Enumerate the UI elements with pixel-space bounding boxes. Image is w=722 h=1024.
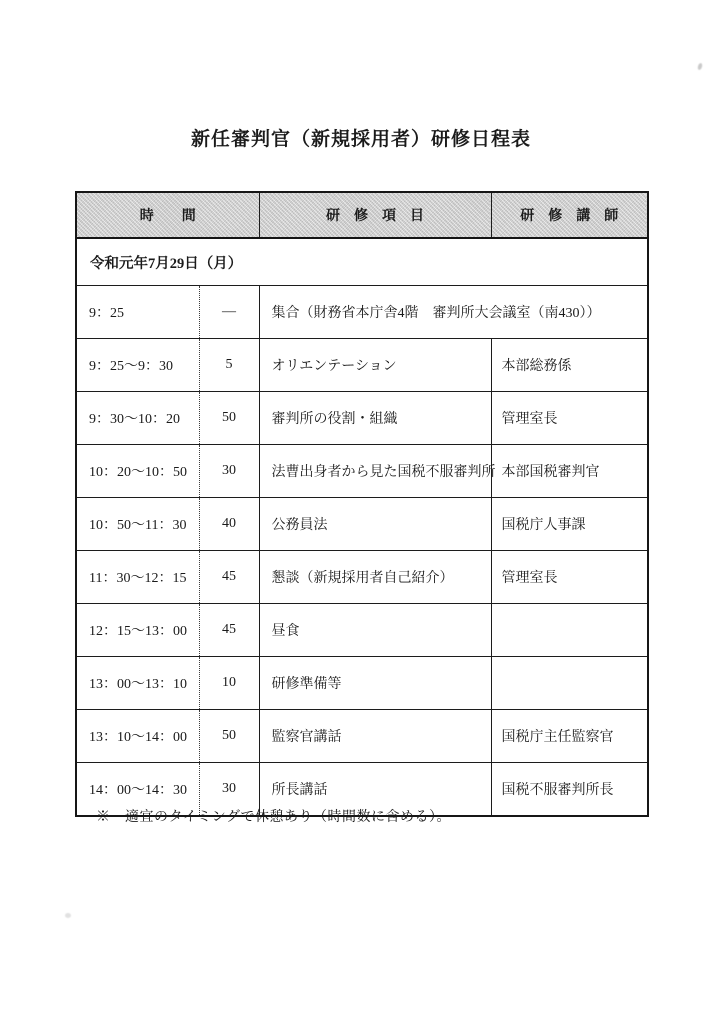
duration-cell: 45 xyxy=(199,604,259,657)
time-cell: 13：00～13：10 xyxy=(76,657,199,710)
page-title: 新任審判官（新規採用者）研修日程表 xyxy=(190,129,531,150)
instructor-cell: 本部国税審判官 xyxy=(491,445,648,498)
header-instructor: 研 修 講 師 xyxy=(491,192,648,238)
instructor-cell xyxy=(491,604,648,657)
item-cell: 所長講話 xyxy=(259,763,491,817)
time-cell: 9：25～9：30 xyxy=(76,339,199,392)
item-cell: 法曹出身者から見た国税不服審判所 xyxy=(259,445,491,498)
instructor-cell: 国税不服審判所長 xyxy=(491,763,648,817)
item-cell: 研修準備等 xyxy=(259,657,491,710)
time-cell: 14：00～14：30 xyxy=(76,763,199,817)
duration-cell: 40 xyxy=(199,498,259,551)
schedule-row xyxy=(76,498,648,551)
item-cell: 公務員法 xyxy=(259,498,491,551)
duration-cell: 45 xyxy=(199,551,259,604)
duration-cell: 50 xyxy=(199,392,259,445)
item-cell: 昼食 xyxy=(259,604,491,657)
header-row xyxy=(76,192,648,238)
schedule-row xyxy=(76,657,648,710)
instructor-cell: 管理室長 xyxy=(491,392,648,445)
scan-artifact xyxy=(697,63,703,71)
schedule-row xyxy=(76,604,648,657)
instructor-cell: 国税庁主任監察官 xyxy=(491,710,648,763)
instructor-cell: 本部総務係 xyxy=(491,339,648,392)
schedule-row xyxy=(76,445,648,498)
instructor-cell: 国税庁人事課 xyxy=(491,498,648,551)
instructor-cell: 管理室長 xyxy=(491,551,648,604)
instructor-cell xyxy=(491,657,648,710)
item-cell: オリエンテーション xyxy=(259,339,491,392)
time-cell: 11：30～12：15 xyxy=(76,551,199,604)
duration-cell: 30 xyxy=(199,445,259,498)
item-cell: 懇談（新規採用者自己紹介） xyxy=(259,551,491,604)
time-cell: 10：20～10：50 xyxy=(76,445,199,498)
duration-cell: 5 xyxy=(199,339,259,392)
item-cell: 審判所の役割・組織 xyxy=(259,392,491,445)
time-cell: 10：50～11：30 xyxy=(76,498,199,551)
duration-cell: 50 xyxy=(199,710,259,763)
duration-cell: ― xyxy=(199,286,259,339)
time-cell: 12：15～13：00 xyxy=(76,604,199,657)
header-time: 時 間 xyxy=(76,192,259,238)
schedule-row xyxy=(76,710,648,763)
duration-cell: 30 xyxy=(199,763,259,817)
schedule-row xyxy=(76,551,648,604)
duration-cell: 10 xyxy=(199,657,259,710)
date-row xyxy=(76,238,648,286)
schedule-row xyxy=(76,339,648,392)
header-item: 研 修 項 目 xyxy=(259,192,491,238)
schedule-table xyxy=(75,191,649,817)
time-cell: 13：10～14：00 xyxy=(76,710,199,763)
footnote: ※ 適宜のタイミングで休憩あり（時間数に含める）。 xyxy=(96,810,451,825)
time-cell: 9：30～10：20 xyxy=(76,392,199,445)
date-cell: 令和元年7月29日（月） xyxy=(76,238,648,286)
scan-artifact xyxy=(65,913,71,918)
time-cell: 9：25 xyxy=(76,286,199,339)
item-cell: 集合（財務省本庁舎4階 審判所大会議室（南430）） xyxy=(259,286,648,339)
schedule-row xyxy=(76,286,648,339)
item-cell: 監察官講話 xyxy=(259,710,491,763)
schedule-row xyxy=(76,392,648,445)
